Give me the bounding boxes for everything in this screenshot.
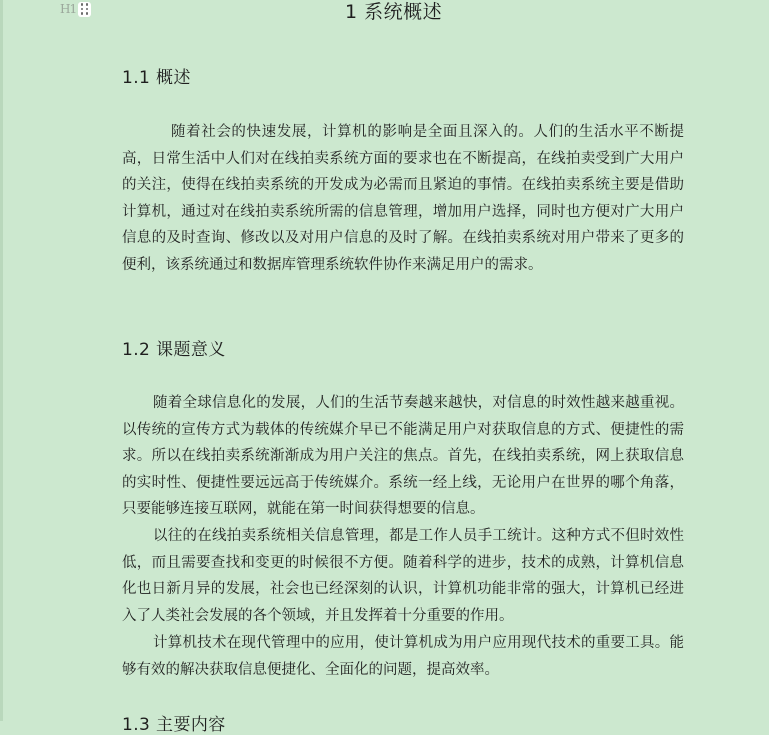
section-title-overview: 1.1 概述 — [122, 68, 191, 88]
page-left-edge — [0, 0, 3, 721]
paragraph-significance-2: 以往的在线拍卖系统相关信息管理，都是工作人员手工统计。这种方式不但时效性低，而且需要查找和变更的时候很不方便。随着科学的进步，技术的成熟，计算机信息化也日新月异的发展，社会也已经深刻的认识，计算机功能非常的强大，计算机已经进入了人类社会发展的各个领域，并且发挥着十分重要的作用。 — [122, 528, 684, 624]
drag-handle-icon[interactable] — [78, 2, 91, 17]
heading-level-indicator[interactable] — [60, 1, 91, 17]
section-title-significance: 1.2 课题意义 — [122, 340, 226, 360]
heading-level-label: H1 — [60, 2, 77, 16]
paragraph-significance-1: 随着全球信息化的发展，人们的生活节奏越来越快，对信息的时效性越来越重视。以传统的宣传方式为载体的传统媒介早已不能满足用户对获取信息的方式、便捷性的需求。所以在线拍卖系统渐渐成为用户关注的焦点。首先，在线拍卖系统，网上获取信息的实时性、便捷性要远远高于传统媒介。系统一经上线，无论用户在世界的哪个角落，只要能够连接互联网，就能在第一时间获得想要的信息。 — [122, 395, 684, 518]
chapter-title: 1 系统概述 — [345, 1, 443, 23]
paragraph-significance-3: 计算机技术在现代管理中的应用，使计算机成为用户应用现代技术的重要工具。能够有效的解决获取信息便捷化、全面化的问题，提高效率。 — [122, 635, 684, 678]
paragraph-overview: 随着社会的快速发展，计算机的影响是全面且深入的。人们的生活水平不断提高，日常生活中人们对在线拍卖系统方面的要求也在不断提高，在线拍卖受到广大用户的关注，使得在线拍卖系统的开发成为必需而且紧迫的事情。在线拍卖系统主要是借助计算机，通过对在线拍卖系统所需的信息管理，增加用户选择，同时也方便对广大用户信息的及时查询、修改以及对用户信息的及时了解。在线拍卖系统对用户带来了更多的便利，该系统通过和数据库管理系统软件协作来满足用户的需求。 — [122, 124, 684, 273]
section-title-main-content: 1.3 主要内容 — [122, 715, 226, 735]
